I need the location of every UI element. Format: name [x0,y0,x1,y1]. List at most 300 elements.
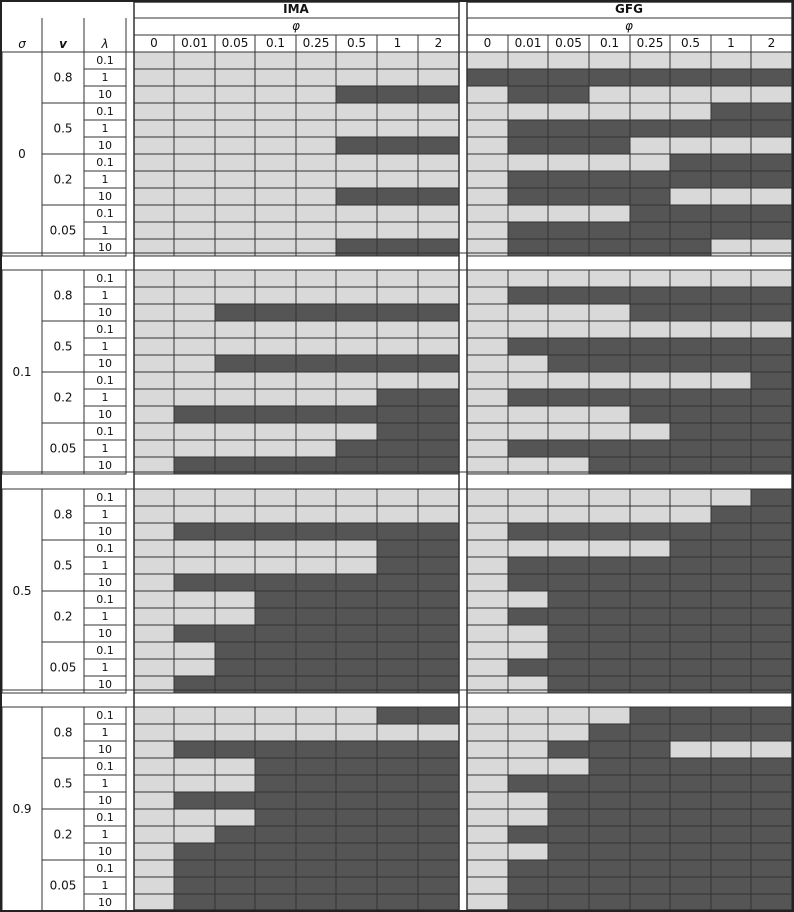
heat-cell [296,775,336,792]
heat-cell [630,608,670,625]
heat-cell [467,642,508,659]
heat-cell [670,574,711,591]
heat-cell [134,826,174,843]
phi-tick-label: 0.25 [636,36,664,50]
heat-cell [589,171,630,188]
heat-cell [589,287,630,304]
heat-cell [418,489,459,506]
heat-cell [670,321,711,338]
heat-cell [670,860,711,877]
phi-tick-label: 0.5 [680,36,701,50]
heat-cell [174,659,215,676]
heat-cell [377,304,418,321]
heat-cell [467,506,508,523]
heat-cell [174,321,215,338]
heat-cell [711,574,751,591]
heat-cell [508,758,548,775]
heat-cell [296,440,336,457]
heat-cell [670,540,711,557]
heat-cell [508,287,548,304]
heat-cell [377,69,418,86]
heat-cell [589,877,630,894]
heat-cell [548,741,589,758]
heat-cell [589,557,630,574]
heat-cell [377,457,418,474]
heat-cell [296,137,336,154]
heat-cell [215,120,255,137]
heat-cell [215,809,255,826]
heat-cell [215,591,255,608]
heat-cell [548,137,589,154]
heat-cell [508,877,548,894]
heat-cell [508,423,548,440]
heat-cell [751,608,792,625]
heat-cell [215,557,255,574]
heat-cell [134,86,174,103]
lambda-label: 0.1 [96,542,114,555]
heat-cell [215,489,255,506]
lambda-label: 10 [98,408,112,421]
heat-cell [296,843,336,860]
heat-cell [336,440,377,457]
lambda-label: 1 [101,289,109,302]
heat-cell [589,775,630,792]
heat-cell [589,154,630,171]
heat-cell [711,103,751,120]
heat-cell [336,389,377,406]
heat-cell [418,625,459,642]
v-label: 0.2 [53,390,73,405]
heat-cell [134,120,174,137]
heat-cell [751,707,792,724]
heat-cell [589,489,630,506]
phi-tick-label: 2 [434,36,443,50]
heat-cell [711,506,751,523]
heat-cell [670,372,711,389]
heat-cell [296,591,336,608]
heat-cell [377,724,418,741]
heat-cell [630,489,670,506]
heat-cell [336,321,377,338]
heat-cell [548,659,589,676]
heat-cell [418,52,459,69]
heat-cell [134,775,174,792]
heat-cell [508,489,548,506]
heat-cell [336,758,377,775]
heat-cell [215,642,255,659]
heat-cell [467,372,508,389]
heat-cell [377,826,418,843]
heat-cell [174,69,215,86]
heat-cell [174,52,215,69]
heat-cell [630,154,670,171]
heat-cell [215,659,255,676]
heat-cell [548,389,589,406]
method-label-ima: IMA [283,2,309,16]
heat-cell [630,826,670,843]
heat-cell [336,843,377,860]
heat-cell [215,523,255,540]
heat-cell [255,355,296,372]
heat-cell [336,457,377,474]
heat-cell [174,608,215,625]
lambda-label: 1 [101,173,109,186]
heat-cell [711,270,751,287]
heat-cell [548,843,589,860]
heat-cell [418,457,459,474]
heat-cell [174,154,215,171]
heat-cell [174,171,215,188]
heat-cell [418,440,459,457]
heat-cell [215,826,255,843]
heat-cell [215,188,255,205]
heat-cell [134,877,174,894]
v-label: 0.8 [53,70,73,85]
heat-cell [467,809,508,826]
heat-cell [174,205,215,222]
heat-cell [336,188,377,205]
v-header: v [59,37,67,51]
heat-cell [467,120,508,137]
heat-cell [336,792,377,809]
heat-cell [548,52,589,69]
heat-cell [670,103,711,120]
lambda-label: 10 [98,896,112,909]
heat-cell [467,423,508,440]
phi-tick-label: 0.05 [221,36,249,50]
heat-cell [215,506,255,523]
heat-cell [508,523,548,540]
heat-cell [548,489,589,506]
heat-cell [508,69,548,86]
heat-cell [174,792,215,809]
heat-cell [296,205,336,222]
heat-cell [548,809,589,826]
heat-cell [589,523,630,540]
heat-cell [296,741,336,758]
heat-cell [508,506,548,523]
heat-cell [630,120,670,137]
heat-cell [174,843,215,860]
heat-cell [215,625,255,642]
heat-cell [751,540,792,557]
heat-cell [336,659,377,676]
heat-cell [548,372,589,389]
lambda-label: 1 [101,777,109,790]
heat-cell [418,860,459,877]
heat-cell [296,659,336,676]
heat-cell [336,423,377,440]
heat-cell [751,270,792,287]
heat-cell [377,188,418,205]
heat-cell [134,321,174,338]
heat-cell [711,843,751,860]
heat-cell [134,154,174,171]
lambda-label: 10 [98,576,112,589]
heat-cell [711,741,751,758]
heat-cell [336,52,377,69]
heat-cell [418,287,459,304]
heat-cell [711,304,751,321]
lambda-label: 10 [98,139,112,152]
heat-cell [255,775,296,792]
heat-cell [418,270,459,287]
heat-cell [467,222,508,239]
heat-cell [174,423,215,440]
heat-cell [134,843,174,860]
heat-cell [508,642,548,659]
heat-cell [508,894,548,911]
heat-cell [548,877,589,894]
heat-cell [174,355,215,372]
heat-cell [711,372,751,389]
lambda-label: 0.1 [96,644,114,657]
heat-cell [255,423,296,440]
heat-cell [630,707,670,724]
heat-cell [630,457,670,474]
heat-cell [215,355,255,372]
heat-cell [751,894,792,911]
heat-cell [711,188,751,205]
heat-cell [215,860,255,877]
heat-cell [711,52,751,69]
heat-cell [711,809,751,826]
heat-cell [751,741,792,758]
heat-cell [751,338,792,355]
heat-cell [670,389,711,406]
lambda-label: 0.1 [96,374,114,387]
lambda-label: 0.1 [96,272,114,285]
heat-cell [418,843,459,860]
heat-cell [670,877,711,894]
heat-cell [134,489,174,506]
lambda-label: 0.1 [96,862,114,875]
heat-cell [751,137,792,154]
heat-cell [467,826,508,843]
heat-cell [467,86,508,103]
heat-cell [215,103,255,120]
heat-cell [296,877,336,894]
heat-cell [548,188,589,205]
heat-cell [589,741,630,758]
heat-cell [548,321,589,338]
heat-cell [174,137,215,154]
heat-cell [548,86,589,103]
heat-cell [336,523,377,540]
heat-cell [548,523,589,540]
heat-cell [296,69,336,86]
heat-cell [174,826,215,843]
heat-cell [296,52,336,69]
phi-tick-label: 0.01 [514,36,542,50]
heat-cell [134,591,174,608]
heat-cell [467,389,508,406]
heat-cell [255,741,296,758]
heat-cell [711,523,751,540]
heat-cell [377,659,418,676]
heat-cell [751,205,792,222]
heat-cell [215,741,255,758]
heat-cell [134,659,174,676]
heat-cell [751,406,792,423]
heat-cell [751,843,792,860]
heat-cell [296,120,336,137]
heat-cell [377,741,418,758]
heat-cell [134,608,174,625]
heat-cell [296,557,336,574]
heat-cell [418,758,459,775]
lambda-label: 1 [101,559,109,572]
heat-cell [215,321,255,338]
heat-cell [548,103,589,120]
heat-cell [418,205,459,222]
heat-cell [174,489,215,506]
heat-cell [336,557,377,574]
heat-cell [711,205,751,222]
heat-cell [255,625,296,642]
heat-cell [418,423,459,440]
heat-cell [548,860,589,877]
heat-cell [670,86,711,103]
heat-cell [670,809,711,826]
heat-cell [711,457,751,474]
heat-cell [134,103,174,120]
heat-cell [215,52,255,69]
heat-cell [296,103,336,120]
heat-cell [296,457,336,474]
heat-cell [670,894,711,911]
heat-cell [215,724,255,741]
phi-tick-label: 1 [727,36,735,50]
heat-cell [336,154,377,171]
heat-cell [336,489,377,506]
heat-cell [630,775,670,792]
heat-cell [589,304,630,321]
heat-cell [711,860,751,877]
heat-cell [296,287,336,304]
heat-cell [751,642,792,659]
heat-cell [255,809,296,826]
heat-cell [508,557,548,574]
heat-cell [711,389,751,406]
heat-cell [215,389,255,406]
heat-cell [670,154,711,171]
heat-cell [711,792,751,809]
heat-cell [377,540,418,557]
lambda-label: 1 [101,391,109,404]
heat-cell [174,440,215,457]
phi-tick-label: 0.1 [599,36,620,50]
heat-cell [630,406,670,423]
lambda-label: 0.1 [96,760,114,773]
heat-cell [589,758,630,775]
heat-cell [215,406,255,423]
heat-cell [589,103,630,120]
heat-cell [296,506,336,523]
heat-cell [174,574,215,591]
heat-cell [711,120,751,137]
heat-cell [751,69,792,86]
heat-cell [670,758,711,775]
heat-cell [255,591,296,608]
heat-cell [711,171,751,188]
heat-cell [296,188,336,205]
heat-cell [215,304,255,321]
heat-cell [751,52,792,69]
heat-cell [630,304,670,321]
heat-cell [508,591,548,608]
phi-tick-label: 1 [393,36,402,50]
heat-cell [174,523,215,540]
heat-cell [174,707,215,724]
heat-cell [548,423,589,440]
heat-cell [255,523,296,540]
heat-cell [467,877,508,894]
heat-cell [751,222,792,239]
heat-cell [215,758,255,775]
heat-cell [134,423,174,440]
lambda-label: 1 [101,224,109,237]
heat-cell [134,758,174,775]
heat-cell [630,355,670,372]
heat-cell [467,540,508,557]
heat-cell [215,775,255,792]
heat-cell [670,423,711,440]
heat-cell [508,843,548,860]
heat-cell [508,809,548,826]
heat-cell [467,69,508,86]
heat-cell [174,270,215,287]
heat-cell [508,724,548,741]
heat-cell [418,659,459,676]
heat-cell [751,423,792,440]
heat-cell [174,120,215,137]
lambda-label: 10 [98,190,112,203]
heat-cell [215,171,255,188]
heat-cell [418,775,459,792]
heat-cell [630,506,670,523]
heat-cell [418,540,459,557]
heat-cell [296,724,336,741]
heat-cell [467,338,508,355]
heat-cell [174,625,215,642]
heat-cell [134,205,174,222]
heat-cell [418,338,459,355]
v-label: 0.05 [49,441,77,456]
heat-cell [670,523,711,540]
heat-cell [751,792,792,809]
lambda-label: 10 [98,845,112,858]
heat-cell [467,457,508,474]
heat-cell [215,287,255,304]
heat-cell [467,188,508,205]
sigma-label: 0.9 [12,802,32,816]
heat-cell [215,457,255,474]
heat-cell [174,406,215,423]
heat-cell [467,321,508,338]
heat-cell [711,591,751,608]
heat-cell [418,103,459,120]
heat-cell [589,826,630,843]
heat-cell [418,506,459,523]
heat-cell [589,205,630,222]
lambda-label: 0.1 [96,323,114,336]
heat-cell [630,372,670,389]
heat-cell [548,707,589,724]
heat-cell [255,659,296,676]
heat-cell [670,440,711,457]
heat-cell [134,372,174,389]
